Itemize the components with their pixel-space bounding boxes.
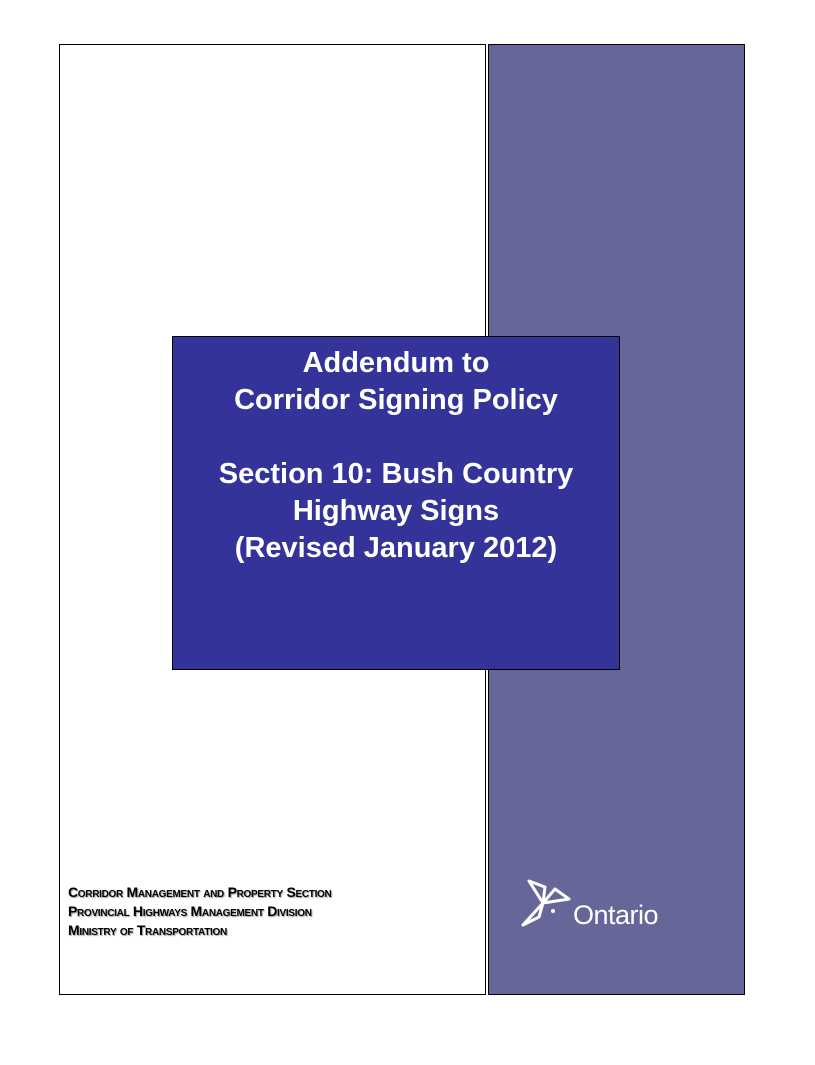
title-line-3: Section 10: Bush Country [218,458,574,490]
title-line-5: (Revised January 2012) [234,532,558,564]
title-box [172,336,620,670]
org-ministry: Ministry of Transportation [68,922,227,938]
trillium-icon [519,877,571,929]
title-line-2: Corridor Signing Policy [234,384,558,416]
ontario-logo [519,877,658,929]
title-line-1: Addendum to [302,347,490,379]
title-line-4: Highway Signs [292,495,500,527]
organization-block [68,883,331,940]
org-section: Corridor Management and Property Section [68,884,332,900]
org-division: Provincial Highways Management Division [68,903,312,919]
ontario-wordmark: Ontario [573,900,659,930]
